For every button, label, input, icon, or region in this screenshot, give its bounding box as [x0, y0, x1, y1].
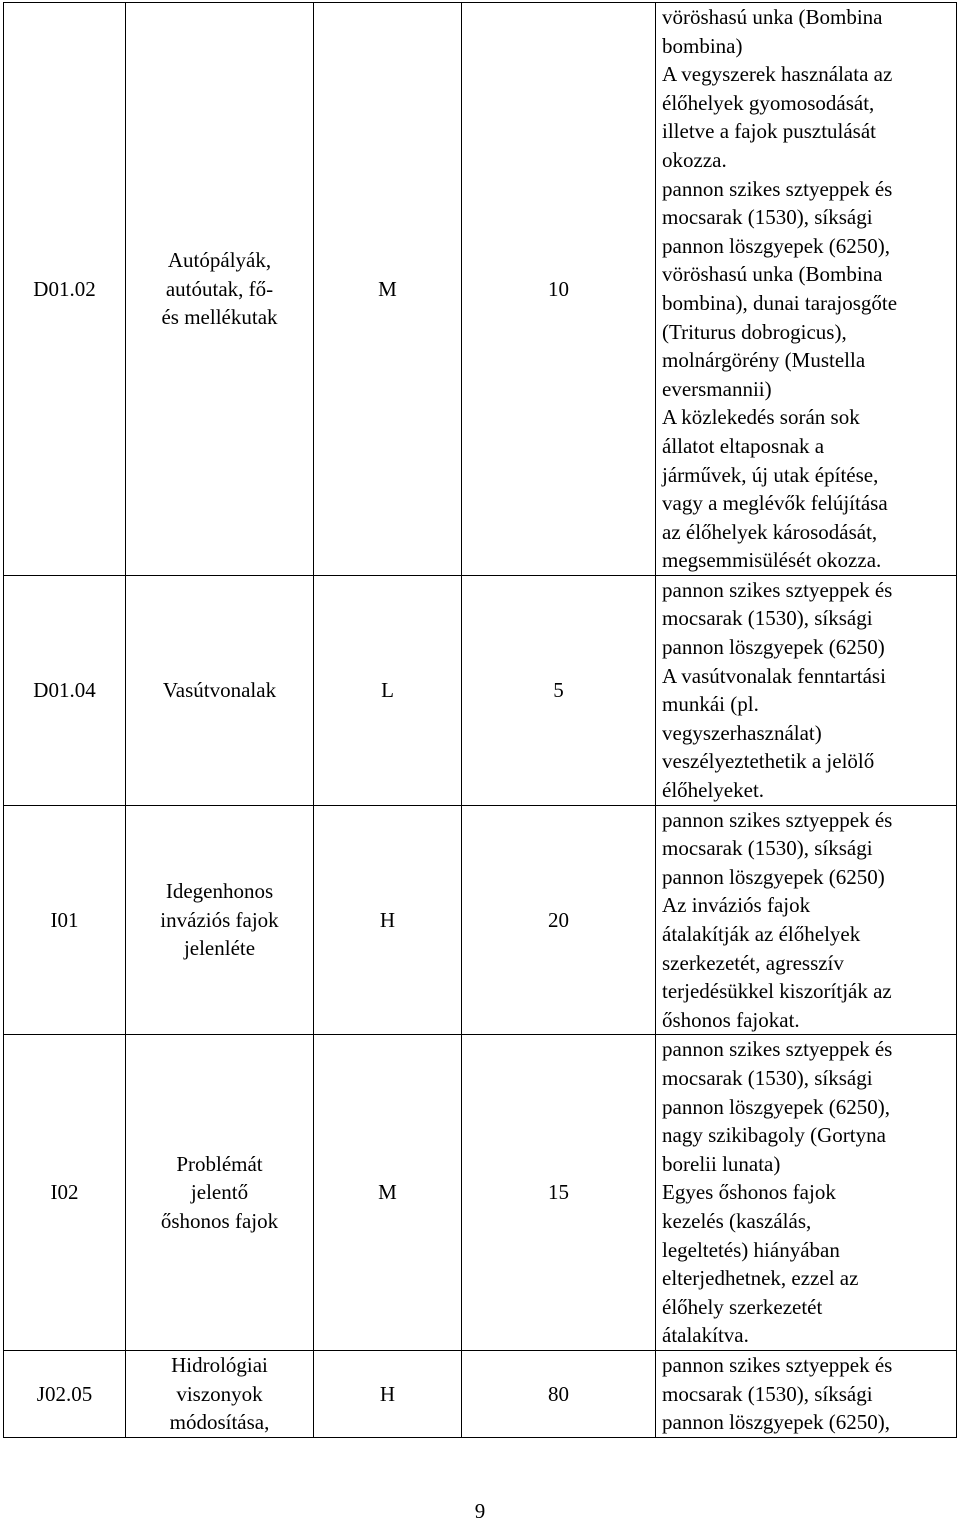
- description-line: legeltetés) hiányában: [662, 1237, 840, 1262]
- activity-line: Hidrológiai: [171, 1352, 268, 1377]
- description-cell: [656, 575, 957, 805]
- description-line: az élőhelyek károsodását,: [662, 519, 878, 544]
- activity-line: autóutak, fő-: [165, 276, 274, 301]
- impact-score-cell: 10: [462, 3, 656, 576]
- activity-line: jelentő: [190, 1180, 249, 1205]
- page-number: 9: [474, 1499, 486, 1523]
- threat-table-body: [4, 3, 957, 1438]
- activity-line: és mellékutak: [161, 305, 278, 330]
- description-line: mocsarak (1530), síksági: [662, 1065, 873, 1090]
- activity-line: őshonos fajok: [160, 1208, 279, 1233]
- table-row: [4, 3, 957, 576]
- impact-score-cell: 80: [462, 1350, 656, 1437]
- activity-line: Autópályák,: [167, 248, 272, 273]
- activity-line: módosítása,: [169, 1410, 270, 1435]
- description-line: élőhelyek gyomosodását,: [662, 90, 875, 115]
- impact-score-cell: 20: [462, 805, 656, 1035]
- activity-line: Idegenhonos: [165, 879, 274, 904]
- description-cell: [656, 1035, 957, 1351]
- description-line: A vegyszerek használata az: [662, 62, 893, 87]
- description-cell: [656, 3, 957, 576]
- description-line: terjedésükkel kiszorítják az: [662, 979, 892, 1004]
- impact-score-cell: 5: [462, 575, 656, 805]
- activity-line: Vasútvonalak: [162, 677, 277, 702]
- description-line: elterjedhetnek, ezzel az: [662, 1266, 859, 1291]
- description-line: pannon szikes sztyeppek és: [662, 1037, 893, 1062]
- table-row: [4, 1035, 957, 1351]
- threat-code-cell: I02: [4, 1035, 126, 1351]
- description-line: megsemmisülését okozza.: [662, 548, 882, 573]
- table-row: [4, 805, 957, 1035]
- activity-line: inváziós fajok: [160, 907, 279, 932]
- threat-table: [3, 2, 957, 1438]
- activity-cell: [126, 805, 314, 1035]
- description-line: bombina): [662, 33, 743, 58]
- activity-line: viszonyok: [176, 1381, 263, 1406]
- description-line: A közlekedés során sok: [662, 405, 860, 430]
- description-line: szerkezetét, agresszív: [662, 950, 844, 975]
- activity-cell: [126, 1350, 314, 1437]
- impact-level-cell: H: [314, 805, 462, 1035]
- impact-score-cell: 15: [462, 1035, 656, 1351]
- threat-code-cell: D01.02: [4, 3, 126, 576]
- impact-level-cell: L: [314, 575, 462, 805]
- description-line: vegyszerhasználat): [662, 720, 822, 745]
- description-cell: [656, 805, 957, 1035]
- description-line: borelii lunata): [662, 1151, 781, 1176]
- description-line: munkái (pl.: [662, 692, 759, 717]
- threat-code-cell: D01.04: [4, 575, 126, 805]
- threat-code-cell: I01: [4, 805, 126, 1035]
- description-line: molnárgörény (Mustella: [662, 348, 866, 373]
- description-cell: [656, 1350, 957, 1437]
- description-line: átalakítják az élőhelyek: [662, 922, 861, 946]
- impact-level-cell: M: [314, 1035, 462, 1351]
- description-line: pannon szikes sztyeppek és: [662, 176, 893, 201]
- description-line: vagy a meglévők felújítása: [662, 491, 888, 516]
- description-line: mocsarak (1530), síksági: [662, 205, 873, 230]
- description-line: A vasútvonalak fenntartási: [662, 663, 886, 688]
- description-line: mocsarak (1530), síksági: [662, 606, 873, 631]
- description-line: pannon löszgyepek (6250): [662, 635, 885, 660]
- description-line: pannon löszgyepek (6250),: [662, 1410, 891, 1435]
- description-line: pannon löszgyepek (6250),: [662, 233, 891, 258]
- description-line: élőhelyeket.: [662, 778, 765, 803]
- description-line: átalakítva.: [662, 1323, 749, 1348]
- description-line: vöröshasú unka (Bombina: [662, 262, 883, 287]
- description-line: veszélyeztethetik a jelölő: [662, 749, 875, 774]
- activity-line: jelenléte: [183, 936, 256, 961]
- description-line: Az inváziós fajok: [662, 893, 811, 918]
- impact-level-cell: M: [314, 3, 462, 576]
- threat-code-cell: J02.05: [4, 1350, 126, 1437]
- description-line: pannon löszgyepek (6250),: [662, 1094, 891, 1119]
- description-line: okozza.: [662, 147, 727, 172]
- activity-cell: [126, 1035, 314, 1351]
- description-line: járművek, új utak építése,: [662, 462, 879, 487]
- description-line: (Triturus dobrogicus),: [662, 319, 847, 344]
- table-row: [4, 1350, 957, 1437]
- description-line: kezelés (kaszálás,: [662, 1208, 812, 1233]
- description-line: pannon löszgyepek (6250): [662, 864, 885, 889]
- description-line: vöröshasú unka (Bombina: [662, 5, 883, 29]
- description-line: pannon szikes sztyeppek és: [662, 1352, 893, 1377]
- description-line: eversmannii): [662, 376, 772, 401]
- description-line: állatot eltaposnak a: [662, 433, 825, 458]
- description-line: illetve a fajok pusztulását: [662, 119, 877, 144]
- description-line: bombina), dunai tarajosgőte: [662, 290, 898, 315]
- activity-cell: [126, 3, 314, 576]
- impact-level-cell: H: [314, 1350, 462, 1437]
- table-row: [4, 575, 957, 805]
- description-line: őshonos fajokat.: [662, 1007, 800, 1032]
- description-line: mocsarak (1530), síksági: [662, 836, 873, 861]
- activity-cell: [126, 575, 314, 805]
- description-line: mocsarak (1530), síksági: [662, 1381, 873, 1406]
- description-line: élőhely szerkezetét: [662, 1294, 823, 1319]
- description-line: pannon szikes sztyeppek és: [662, 577, 893, 602]
- description-line: nagy szikibagoly (Gortyna: [662, 1123, 886, 1148]
- description-line: pannon szikes sztyeppek és: [662, 807, 893, 832]
- description-line: Egyes őshonos fajok: [662, 1180, 836, 1205]
- activity-line: Problémát: [176, 1151, 263, 1176]
